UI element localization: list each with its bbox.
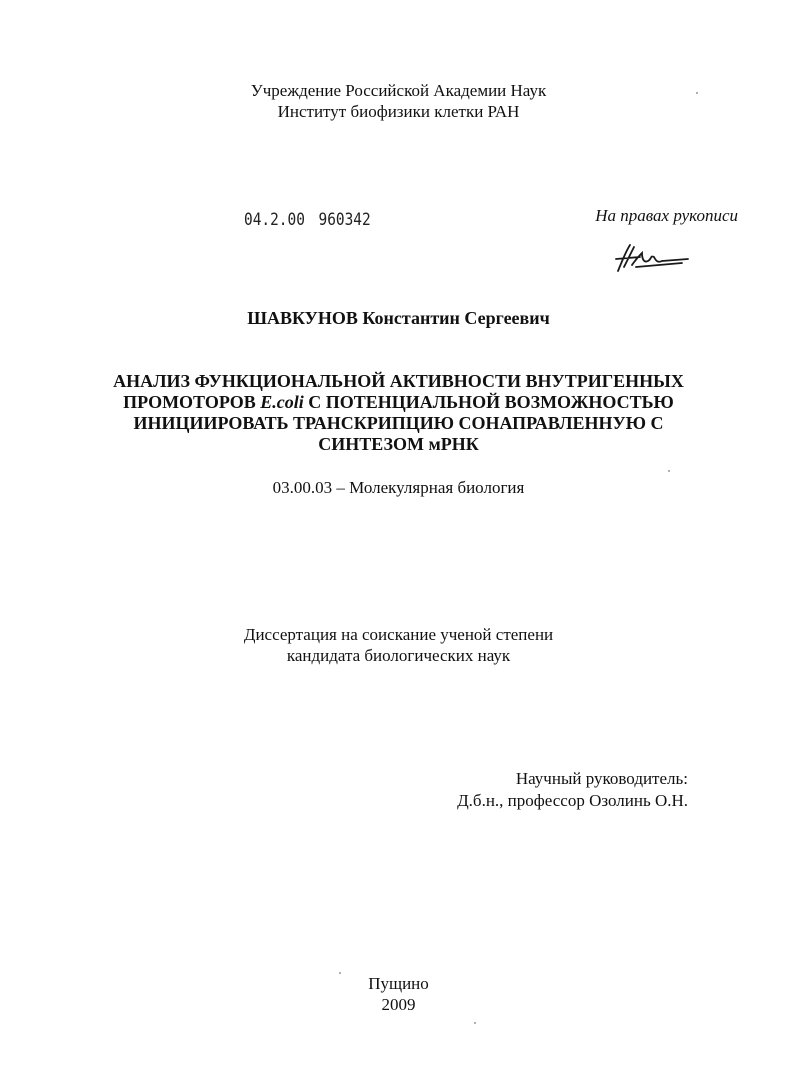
institution-line-1: Учреждение Российской Академии Наук: [250, 81, 547, 100]
place-year: 2009: [381, 995, 416, 1014]
signature-icon: [612, 241, 692, 275]
registration-stamp: [244, 210, 371, 230]
title-line-2: [0, 392, 797, 413]
institution-line-2: Институт биофизики клетки РАН: [277, 102, 520, 121]
stamp-part-1: 04.2.00: [244, 210, 305, 230]
title-line-2-end: С ПОТЕНЦИАЛЬНОЙ ВОЗМОЖНОСТЬЮ: [303, 392, 674, 412]
degree-line-1: Диссертация на соискание ученой степени: [243, 625, 554, 644]
scan-speck: [339, 972, 341, 974]
title-line-3: ИНИЦИИРОВАТЬ ТРАНСКРИПЦИЮ СОНАПРАВЛЕННУЮ С: [133, 413, 664, 433]
place-city: Пущино: [368, 974, 429, 993]
scan-speck: [474, 1022, 476, 1024]
title-line-2-start: ПРОМОТОРОВ: [123, 392, 261, 412]
title-line-4: СИНТЕЗОМ мРНК: [318, 434, 479, 454]
title-organism: E.coli: [260, 392, 304, 412]
scan-speck: [696, 92, 698, 94]
place-and-year: [0, 973, 797, 1015]
specialty-code: 03.00.03 – Молекулярная биология: [272, 478, 525, 497]
scan-speck: [668, 470, 670, 472]
supervisor-name: Д.б.н., профессор Озолинь О.Н.: [457, 791, 688, 810]
dissertation-title: [0, 371, 797, 455]
supervisor-block: [420, 768, 688, 812]
degree-statement: [0, 624, 797, 666]
title-line-1: АНАЛИЗ ФУНКЦИОНАЛЬНОЙ АКТИВНОСТИ ВНУТРИГЕННЫХ: [113, 371, 684, 391]
rights-note: На правах рукописи: [595, 206, 738, 225]
author-name: ШАВКУНОВ Константин Сергеевич: [247, 308, 550, 328]
supervisor-label: Научный руководитель:: [515, 769, 688, 788]
degree-line-2: кандидата биологических наук: [286, 646, 511, 665]
institution-header: [0, 80, 797, 122]
stamp-part-2: 960342: [318, 210, 371, 230]
